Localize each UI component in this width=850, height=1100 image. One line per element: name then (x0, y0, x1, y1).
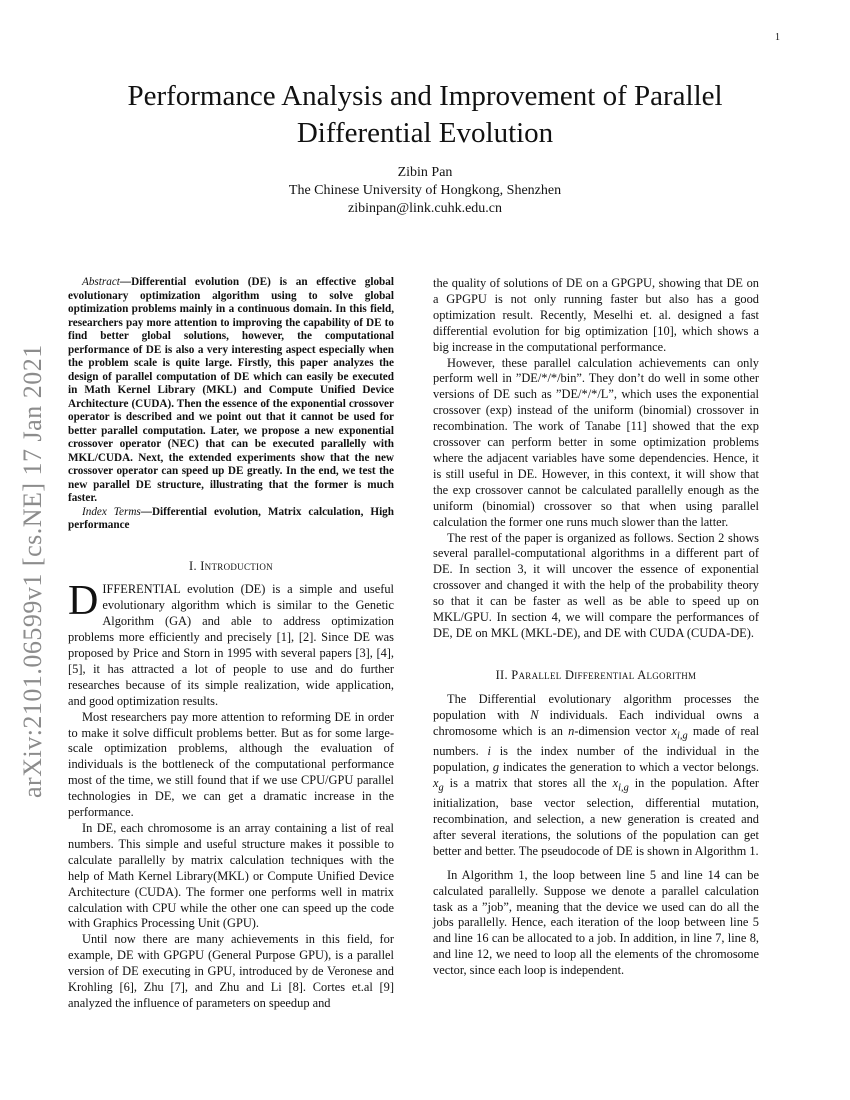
author-email: zibinpan@link.cuhk.edu.cn (347, 201, 503, 216)
title-line-2: Differential Evolution (296, 117, 554, 149)
author-name: Zibin Pan (397, 165, 453, 180)
abstract-text: —Differential evolution (DE) is an effective global evolutionary optimization algorithm using to solve global optimization problems mainly in a continuous domain. In this field, researchers pay more attention to improving the capability of DE to find better global solutions, however, the computational performance of DE is also a very interesting aspect especially when the problem scale is quite large. Firstly, this paper analyzes the design of parallel computation of DE which can easily be executed in Math Kernel Library (MKL) and Compute Unified Device Architecture (CUDA). Then the essence of the exponential crossover operator is described and we point out that it cannot be used for better parallel computation. Later, we propose a new exponential crossover operator (NEC) that can be executed parallelly with MKL/CUDA. Next, the extended experiments show that the new crossover operator can speed up DE greatly. In the end, we test the new parallel DE structure, illustrating that the former is much faster. (68, 276, 394, 504)
author-block (60, 164, 790, 218)
author-affiliation: The Chinese University of Hongkong, Shenzhen (288, 183, 562, 198)
intro-paragraph-4-continued: the quality of solutions of DE on a GPGPU, showing that DE on a GPGPU is not only running faster but also has a good optimization result. Recently, Meselhi et. al. designed a fast differential evolution for big optimization [10], which shows a big increase in the computational performance. (433, 276, 759, 354)
abstract-label: Abstract (82, 276, 120, 288)
index-terms-label: Index Terms (82, 505, 141, 518)
right-column (433, 276, 759, 979)
drop-cap: D (68, 578, 99, 625)
section-heading-introduction: I. Introduction (189, 558, 273, 573)
section2-paragraph-2: In Algorithm 1, the loop between line 5 and line 14 can be calculated parallelly. Suppose we denote a parallel calculation task as a ”job”, meaning that the device we used can do all the jobs parallelly. Hence, each iteration of the loop between line 5 and line 16 can be allocated to a job. In addition, in line 7, line 8, and line 12, we need to loop all the elements of the chromosome vector, since each loop is independent. (433, 867, 759, 978)
intro-paragraph-4: Until now there are many achievements in this field, for example, DE with GPGPU (General Purpose GPU), is a parallel version of DE executing in GPU, introduced by de Veronese and Krohling [6], Zhu [7], and Zhu and Li [8]. Cortes et.al [9] analyzed the influence of parameters on speedup and (68, 932, 394, 1010)
abstract (68, 276, 394, 506)
intro-paragraph-3: In DE, each chromosome is an array containing a list of real numbers. This simple and useful structure makes it possible to calculate parallelly by matrix calculation techniques with the help of Math Kernel Library(MKL) or Compute Unified Device Architecture (CUDA). The former one performs well in matrix calculation with CPU while the other one can speed up the code with Graphics Processing Unit (GPU). (68, 821, 394, 931)
paper-title (60, 78, 790, 152)
arxiv-stamp-text: arXiv:2101.06599v1 [cs.NE] 17 Jan 2021 (18, 344, 47, 798)
intro-paragraph-6: The rest of the paper is organized as follows. Section 2 shows several parallel-computational algorithms in a different part of DE. In section 3, it will uncover the essence of exponential crossover and changed it with the help of the probability theory so that it can be faster as well as be able to speed up on MKL/GPU. In section 4, we will compare the performances of DE, DE on MKL (MKL-DE), and DE with CUDA (CUDA-DE). (433, 530, 759, 640)
page-number: 1 (775, 32, 780, 43)
intro-paragraph-5: However, these parallel calculation achievements can only perform well in ”DE/*/*/bin”. They don’t do well in some other versions of DE such as ”DE/*/*/L”, which uses the exponential crossover (exp) instead of the uniform (binomial) crossover in recombination. The work of Tanabe [11] showed that the exp crossover can perform better in some optimization problems where the adjacent variables have some dependencies. Hence, it is still useful in DE. However, in this context, it will show that the exp crossover cannot be calculated parallelly enough as the uniform (binomial) crossover so that when using parallel calculation the former one runs much slower than the latter. (433, 355, 759, 529)
arxiv-stamp (14, 298, 47, 798)
intro-paragraph-1 (68, 578, 394, 709)
section-heading-parallel-de: II. Parallel Differential Algorithm (495, 667, 697, 682)
intro-paragraph-2: Most researchers pay more attention to reforming DE in order to make it solve difficult problems better. But as for some large-scale optimization problems, although the evaluation of individuals is the bottleneck of the computational performance most of the time, we still found that if we use CPU/GPU parallel technologies in DE, we can get a dramatic increase in the performance. (68, 709, 394, 820)
index-terms-text: —Differential evolution, Matrix calculation, High performance (68, 505, 394, 531)
left-column (68, 276, 394, 1012)
index-terms (68, 506, 394, 533)
title-line-1: Performance Analysis and Improvement of Parallel (127, 80, 723, 112)
intro-paragraph-1-text: IFFERENTIAL evolution (DE) is a simple and useful evolutionary algorithm which is similar to the Genetic Algorithm (GA) and able to address optimization problems more efficiently and precisely [1], [2]. Since DE was proposed by Price and Storn in 1995 with several papers [3], [4], [5], it has attracted a lot of people to use and do further researches because of its simple realization, wide application, and good optimization results. (68, 582, 394, 708)
section2-paragraph-1: The Differential evolutionary algorithm processes the population with N individuals. Each individual owns a chromosome which is an n-dimension vector $x_{i,g}$ made of real numbers. i is the index number of the individual in the population, g indicates the generation to which a vector belongs. $x_g$ is a matrix that stores all the $x_{i,g}$ in the population. After initialization, base vector selection, differential mutation, recombination, and selection, a new generation is created and after several iterations, the solutions of the population can get better and better. The pseudocode of DE is shown in Algorithm 1. (433, 691, 760, 858)
